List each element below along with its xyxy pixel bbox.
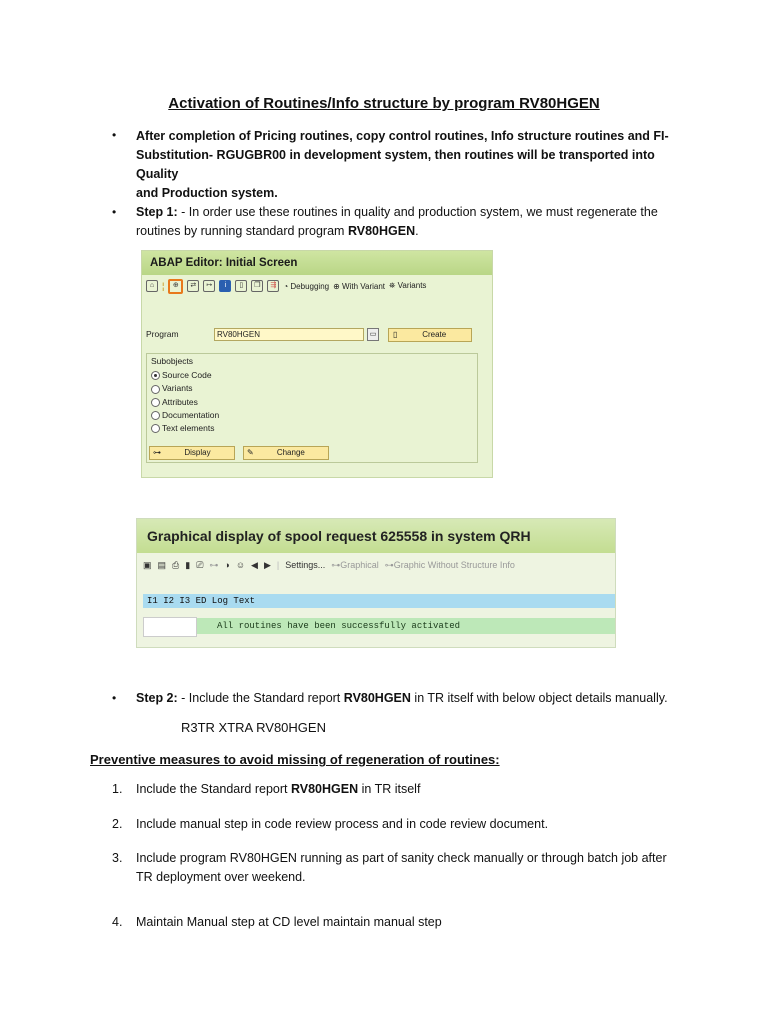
step1-end: . <box>415 224 419 238</box>
measure-text: in TR itself <box>358 782 421 796</box>
spool-title: Graphical display of spool request 625558 in system QRH <box>137 519 615 553</box>
copy-icon[interactable]: ❐ <box>251 280 263 292</box>
debugging-label: Debugging <box>290 281 330 291</box>
glasses-icon: ⊶ <box>153 448 161 457</box>
step2-label: Step 2: <box>136 691 178 705</box>
debugging-button[interactable]: ◔ Debugging <box>283 281 330 291</box>
back-icon[interactable]: ▣ <box>143 559 152 570</box>
execute-icon[interactable]: ⊕ <box>168 279 183 294</box>
intro-paragraph <box>136 127 696 203</box>
display-button[interactable] <box>149 446 235 460</box>
radio-attributes[interactable] <box>151 396 219 409</box>
next-icon[interactable]: ▶ <box>263 559 271 570</box>
radio-label: Attributes <box>162 396 198 407</box>
measure-number: 1. <box>112 782 123 796</box>
layout-icon[interactable]: ◑ <box>224 560 230 570</box>
radio-label: Source Code <box>162 370 212 380</box>
radio-label: Variants <box>162 383 193 394</box>
radio-icon <box>151 424 160 433</box>
measure-program: RV80HGEN <box>290 782 359 796</box>
abap-title: ABAP Editor: Initial Screen <box>142 251 492 275</box>
separator-icon: ¦ <box>162 281 165 291</box>
measure-text: Maintain Manual step at CD level maintain manual step <box>136 915 442 929</box>
with-variant-button[interactable]: ⊕ With Variant <box>333 281 386 291</box>
preventive-heading: Preventive measures to avoid missing of regeneration of routines: <box>90 752 500 767</box>
radio-label: Documentation <box>162 409 220 420</box>
previous-icon[interactable]: ◀ <box>251 559 258 570</box>
create-button[interactable] <box>388 328 472 342</box>
pencil-icon: ✎ <box>247 448 254 457</box>
spool-toolbar <box>143 557 515 573</box>
find-icon[interactable]: ⊶ <box>209 559 219 570</box>
delete-icon[interactable]: ▮ <box>185 559 191 570</box>
bullet-dot: • <box>112 691 117 705</box>
measure-number: 3. <box>112 851 123 865</box>
radio-source-code[interactable] <box>151 369 219 382</box>
step2-text-a: - Include the Standard report <box>177 691 344 705</box>
user-icon[interactable]: ☺ <box>235 560 246 570</box>
measure-number: 4. <box>112 915 123 929</box>
intro-line-3: and Production system. <box>136 186 278 200</box>
radio-icon <box>151 385 160 394</box>
tree-icon[interactable]: ⌂ <box>146 280 158 292</box>
delete-icon[interactable]: ▯ <box>235 280 247 292</box>
save-icon[interactable]: ▤ <box>157 559 167 570</box>
radio-text-elements[interactable] <box>151 422 219 435</box>
bullet-dot: • <box>112 128 117 142</box>
bullet-dot: • <box>112 205 117 219</box>
graphic-without-structure-button[interactable]: ⊶Graphic Without Structure Info <box>384 559 515 570</box>
change-button[interactable] <box>243 446 329 460</box>
create-label: Create <box>422 330 447 339</box>
graphic-without-label: Graphic Without Structure Info <box>393 559 515 570</box>
step1-label: Step 1: <box>136 205 178 219</box>
step1-program: RV80HGEN <box>347 224 416 238</box>
intro-line-2: Substitution- RGUGBR00 in development system, then routines will be transported into Quality <box>136 148 655 181</box>
log-table-header: I1 I2 I3 ED Log Text <box>143 594 615 608</box>
step1-text-1: - In order use these routines in quality and production system, we must regenerate the <box>177 205 658 219</box>
variants-button[interactable]: ⛯ Variants <box>389 281 427 290</box>
where-used-icon[interactable]: ⇄ <box>187 280 199 292</box>
radio-variants[interactable] <box>151 382 219 395</box>
other-object-icon[interactable]: ↦ <box>203 280 215 292</box>
measure-text: Include the Standard report <box>136 782 291 796</box>
log-status-cell <box>143 617 197 637</box>
log-message-row: All routines have been successfully activated <box>197 618 615 634</box>
program-input[interactable]: RV80HGEN <box>214 328 364 341</box>
printer-icon[interactable]: ⎚ <box>196 559 204 570</box>
abap-editor-screenshot <box>141 250 493 478</box>
variants-label: Variants <box>397 281 427 290</box>
spool-screenshot <box>136 518 616 648</box>
step1-paragraph <box>136 203 696 241</box>
intro-line-1: After completion of Pricing routines, copy control routines, Info structure routines and FI- <box>136 129 669 143</box>
transport-object: R3TR XTRA RV80HGEN <box>181 720 326 735</box>
change-label: Change <box>276 448 305 457</box>
search-help-icon[interactable]: ▭ <box>367 328 379 341</box>
with-variant-label: With Variant <box>342 281 386 291</box>
subobjects-group <box>146 353 478 463</box>
radio-label: Text elements <box>162 423 215 434</box>
print-icon[interactable]: ⎙ <box>172 559 180 570</box>
radio-icon <box>151 411 160 420</box>
program-label: Program <box>146 329 179 339</box>
activate-icon[interactable]: ⇶ <box>267 280 279 292</box>
measure-text-line1: Include program RV80HGEN running as part of sanity check manually or through batch job after <box>136 851 667 865</box>
graphical-button[interactable]: ⊶Graphical <box>331 559 379 570</box>
radio-icon <box>151 398 160 407</box>
settings-button[interactable]: Settings... <box>285 560 326 570</box>
separator: | <box>276 560 280 570</box>
measure-text: Include manual step in code review process and in code review document. <box>136 817 549 831</box>
radio-selected-icon <box>151 371 160 380</box>
abap-toolbar <box>146 277 426 295</box>
step2-paragraph <box>136 689 716 708</box>
step1-text-2: routines by running standard program <box>136 224 348 238</box>
graphical-label: Graphical <box>340 559 379 570</box>
measure-number: 2. <box>112 817 123 831</box>
measure-text-line2: TR deployment over weekend. <box>136 870 306 884</box>
info-icon[interactable]: i <box>219 280 231 292</box>
subobjects-list <box>151 369 219 435</box>
subobjects-label: Subobjects <box>151 356 194 366</box>
radio-documentation[interactable] <box>151 409 219 422</box>
new-document-icon: ▯ <box>393 330 398 339</box>
step2-program: RV80HGEN <box>343 691 411 705</box>
display-label: Display <box>184 448 211 457</box>
document-title: Activation of Routines/Info structure by program RV80HGEN <box>168 95 600 112</box>
step2-text-b: in TR itself with below object details manually. <box>410 691 668 705</box>
